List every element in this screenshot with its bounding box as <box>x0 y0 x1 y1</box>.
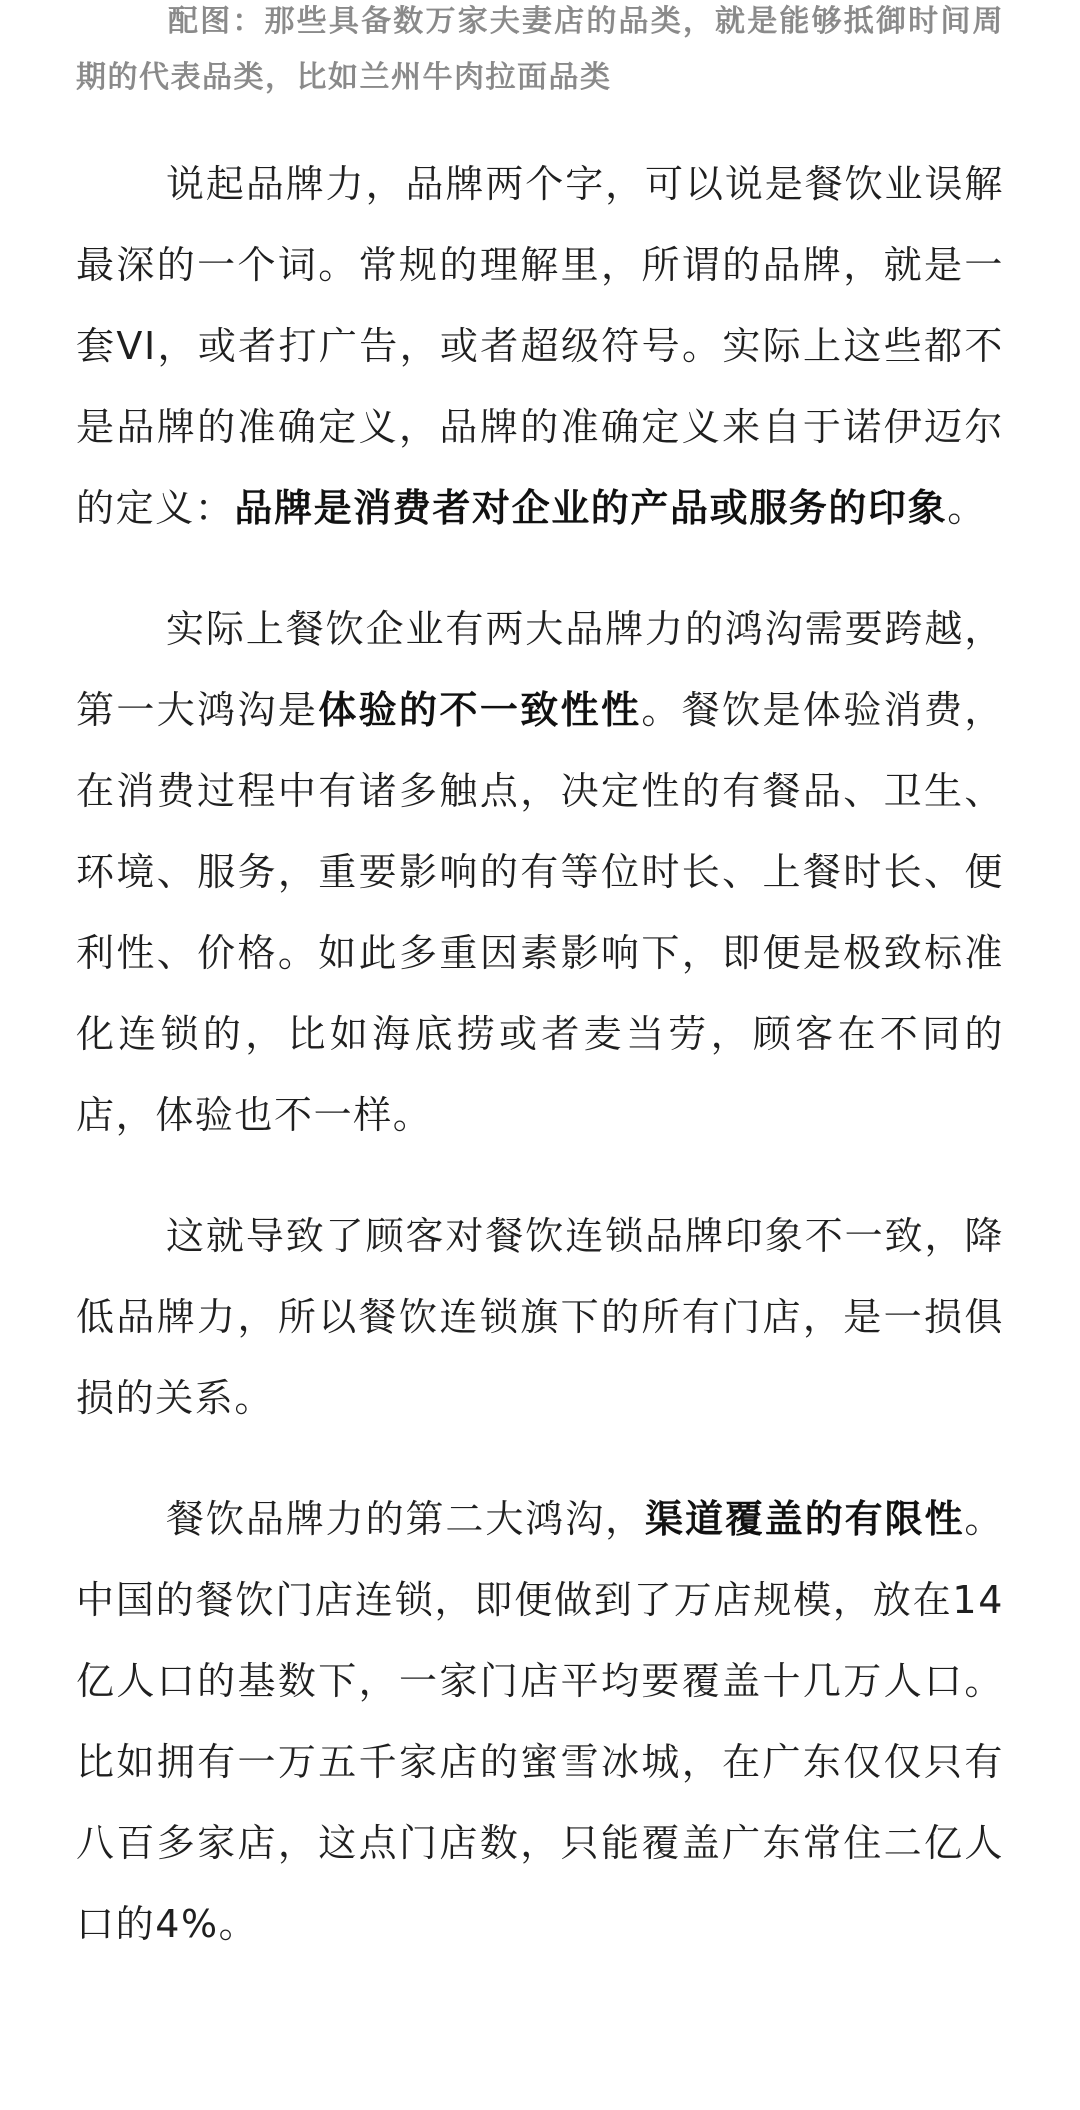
spacer <box>76 1439 1004 1479</box>
paragraph-consequence <box>76 1196 1004 1439</box>
spacer <box>76 106 1004 144</box>
bold-highlight: 品牌是消费者对企业的产品或服务的印象 <box>234 486 948 530</box>
paragraph-first-gap <box>76 589 1004 1156</box>
paragraph-text: 说起品牌力，品牌两个字，可以说是餐饮业误解最深的一个词。常规的理解里，所谓的品牌，就是一套VI，或者打广告，或者超级符号。实际上这些都不是品牌的准确定义，品牌的准确定义来自于诺伊迈尔的定义： <box>76 162 1004 530</box>
bold-highlight: 体验的不一致性性 <box>318 688 642 732</box>
paragraph-text: 。餐饮是体验消费，在消费过程中有诸多触点，决定性的有餐品、卫生、环境、服务，重要影响的有等位时长、上餐时长、便利性、价格。如此多重因素影响下，即便是极致标准化连锁的，比如海底捞或者麦当劳，顾客在不同的店，体验也不一样。 <box>76 688 1004 1137</box>
spacer <box>76 549 1004 589</box>
spacer <box>76 1156 1004 1196</box>
paragraph-text: 这就导致了顾客对餐饮连锁品牌印象不一致，降低品牌力，所以餐饮连锁旗下的所有门店，是一损俱损的关系。 <box>76 1214 1004 1420</box>
image-caption: 配图：那些具备数万家夫妻店的品类，就是能够抵御时间周期的代表品类，比如兰州牛肉拉面品类 <box>76 4 1004 95</box>
paragraph-text: 实际上餐饮企业有两大品牌力的鸿沟需要跨越，第一大鸿沟是 <box>76 607 1004 732</box>
paragraph-text: 。中国的餐饮门店连锁，即便做到了万店规模，放在14亿人口的基数下，一家门店平均要覆盖十几万人口。比如拥有一万五千家店的蜜雪冰城，在广东仅仅只有八百多家店，这点门店数，只能覆盖广东常住二亿人口的4%。 <box>76 1497 1004 1946</box>
bold-highlight: 渠道覆盖的有限性 <box>645 1497 965 1541</box>
paragraph-text: 餐饮品牌力的第二大鸿沟， <box>166 1497 646 1541</box>
paragraph-second-gap <box>76 1479 1004 1965</box>
paragraph-text: 。 <box>947 486 987 530</box>
paragraph-brand-definition <box>76 144 1004 549</box>
